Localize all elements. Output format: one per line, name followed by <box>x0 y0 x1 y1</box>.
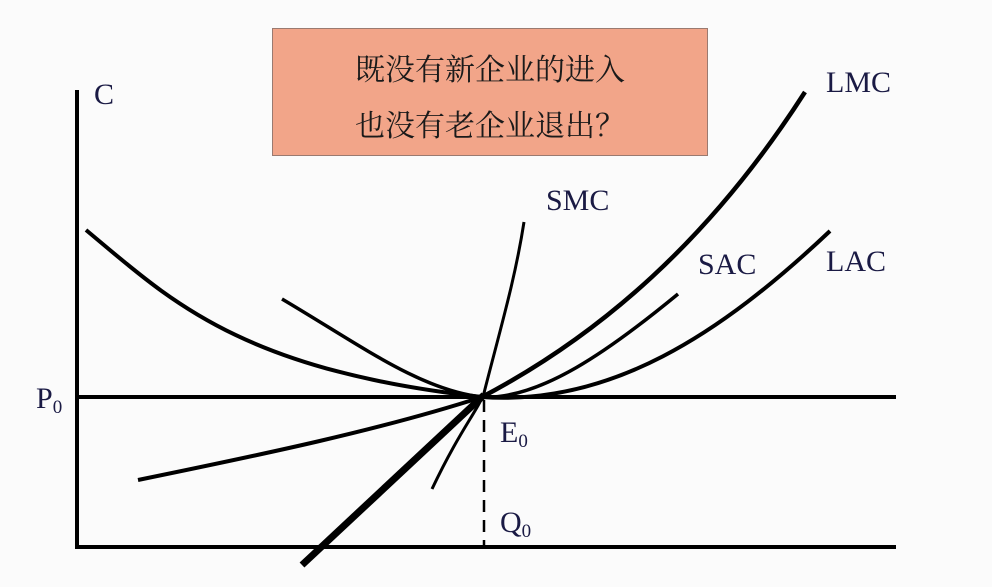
callout-line-2: 也没有老企业退出？ <box>355 109 625 144</box>
sac-curve <box>282 294 678 397</box>
callout-line-1: 既没有新企业的进入 <box>355 53 625 88</box>
lmc-label: LMC <box>826 66 892 99</box>
e0-label-main: E <box>500 416 519 449</box>
p0-label-main: P <box>36 382 53 415</box>
e0-label-sub: 0 <box>518 431 528 452</box>
lac-label: LAC <box>826 245 886 278</box>
y-axis-label: C <box>94 78 115 111</box>
callout-box <box>272 28 708 156</box>
sac-label: SAC <box>698 248 757 281</box>
thick-line <box>302 395 484 565</box>
p0-label-sub: 0 <box>52 397 63 418</box>
p0-label <box>36 382 63 418</box>
e0-label <box>500 416 528 452</box>
q0-label <box>500 506 532 542</box>
smc-label: SMC <box>546 184 610 217</box>
q0-label-main: Q <box>500 506 522 539</box>
q0-label-sub: 0 <box>521 521 532 542</box>
demand-line <box>138 397 482 480</box>
